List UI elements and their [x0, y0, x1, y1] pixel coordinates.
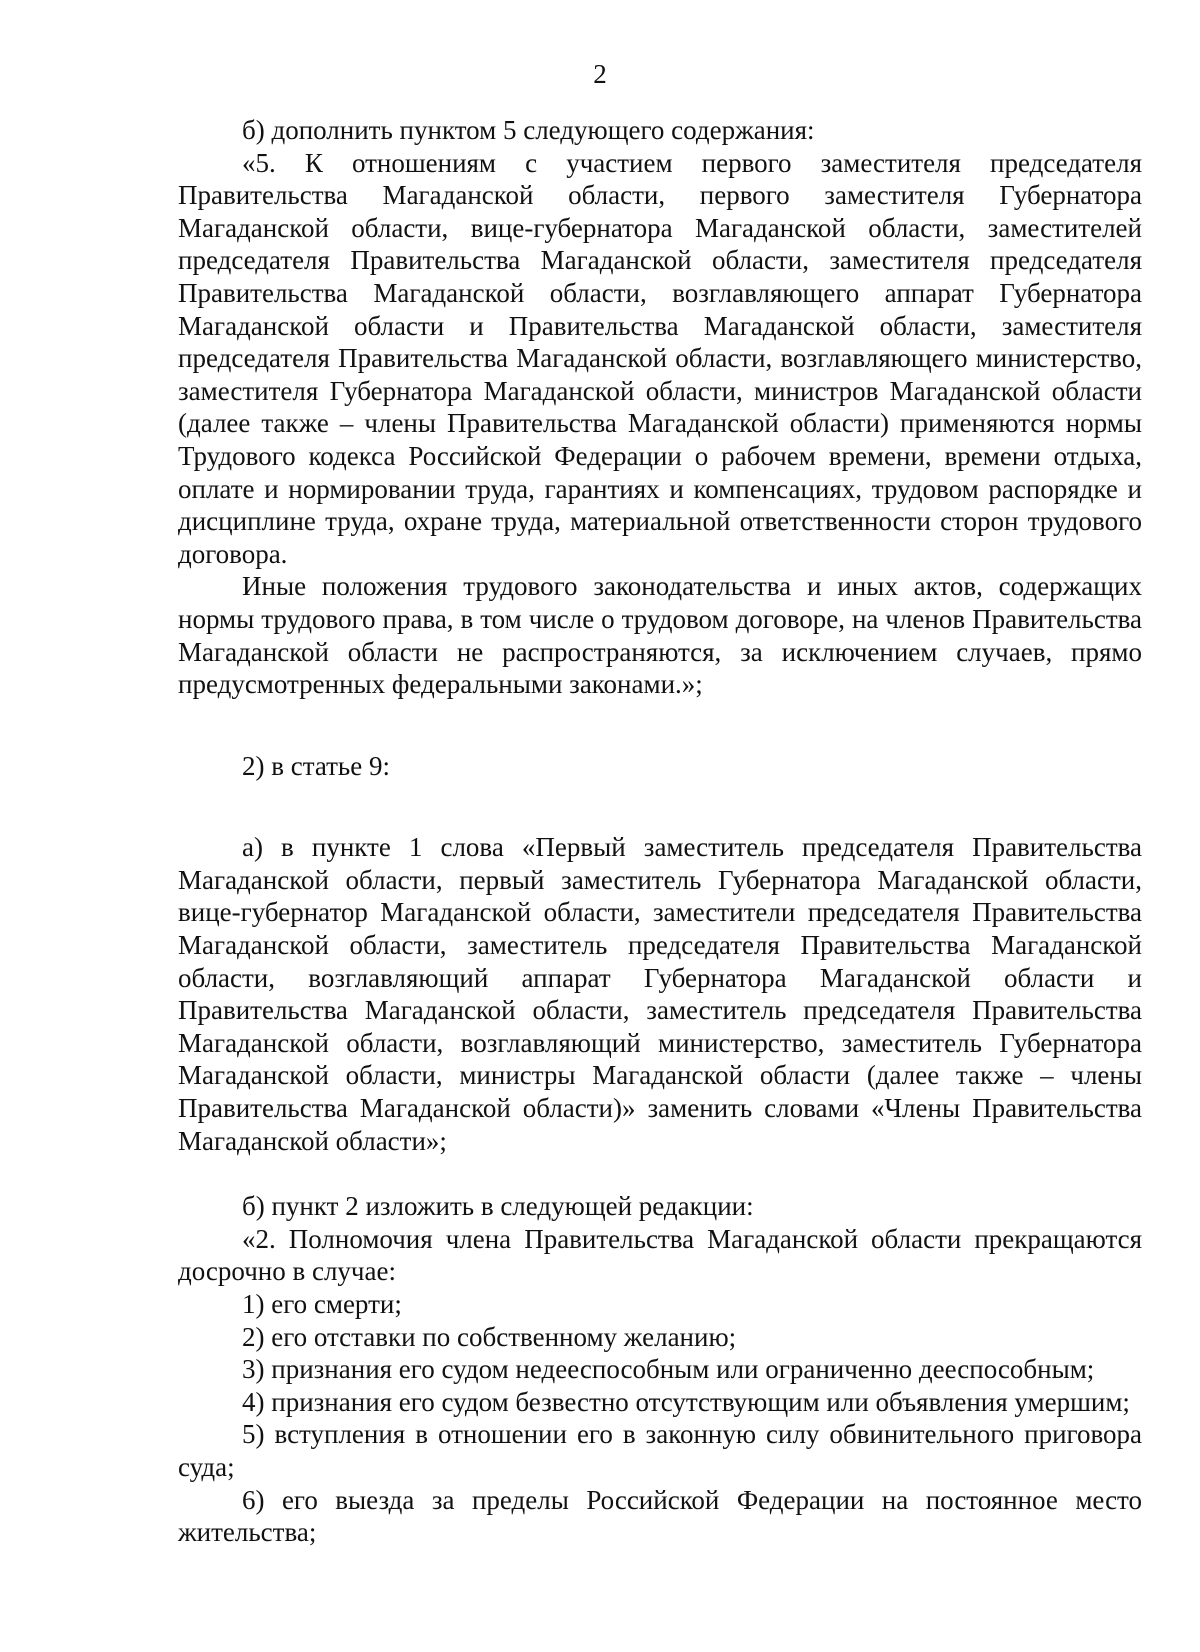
page-number: 2	[593, 59, 607, 89]
list-item-4: 4) признания его судом безвестно отсутствующим или объявления умершим;	[242, 1386, 1130, 1417]
paragraph-point-5-text: «5. К отношениям с участием первого заместителя председателя Правительства Магаданской области, первого заместителя Губернатора Магаданской области, вице-губернатора Магаданской области, заместителей председателя Правительства Магаданской области, заместителя председателя Правительства Магаданской области, возглавляющего аппарат Губернатора Магаданской области и Правительства Магаданской области, заместителя председателя Правительства Магаданской области, возглавляющего министерство, заместителя Губернатора Магаданской области, министров Магаданской области (далее также – члены Правительства Магаданской области) применяются нормы Трудового кодекса Российской Федерации о рабочем времени, времени отдыха, оплате и нормировании труда, гарантиях и компенсациях, трудовом распорядке и дисциплине труда, охране труда, материальной ответственности сторон трудового договора.	[178, 147, 1142, 569]
list-item-6: 6) его выезда за пределы Российской Федерации на постоянное место жительства;	[178, 1484, 1142, 1548]
paragraph-1b-add-point-5: б) дополнить пунктом 5 следующего содержания:	[242, 115, 815, 145]
paragraph-2a-point-1: а) в пункте 1 слова «Первый заместитель председателя Правительства Магаданской области, первый заместитель Губернатора Магаданской области, вице-губернатор Магаданской области, заместители председателя Правительства Магаданской области, заместитель председателя Правительства Магаданской области, возглавляющий аппарат Губернатора Магаданской области и Правительства Магаданской области, заместитель председателя Правительства Магаданской области, возглавляющий министерство, заместитель Губернатора Магаданской области, министры Магаданской области (далее также – члены Правительства Магаданской области)» заменить словами «Члены Правительства Магаданской области»;	[178, 832, 1142, 1156]
paragraph-other-provisions: Иные положения трудового законодательства и иных актов, содержащих нормы трудового права, в том числе о трудовом договоре, на членов Правительства Магаданской области не распространяются, за исключением случаев, прямо предусмотренных федеральными законами.»;	[178, 571, 1142, 700]
paragraph-point-2-intro: «2. Полномочия члена Правительства Магаданской области прекращаются досрочно в случае:	[178, 1223, 1142, 1287]
list-item-1: 1) его смерти;	[242, 1289, 402, 1319]
paragraph-2-article-9: 2) в статье 9:	[242, 750, 390, 781]
document-body	[178, 114, 1142, 1549]
list-item-3: 3) признания его судом недееспособным или ограниченно дееспособным;	[242, 1354, 1095, 1385]
list-item-5: 5) вступления в отношении его в законную силу обвинительного приговора суда;	[178, 1419, 1142, 1482]
paragraph-2b-point-2: б) пункт 2 изложить в следующей редакции:	[242, 1191, 754, 1222]
list-item-2: 2) его отставки по собственному желанию;	[242, 1321, 737, 1352]
